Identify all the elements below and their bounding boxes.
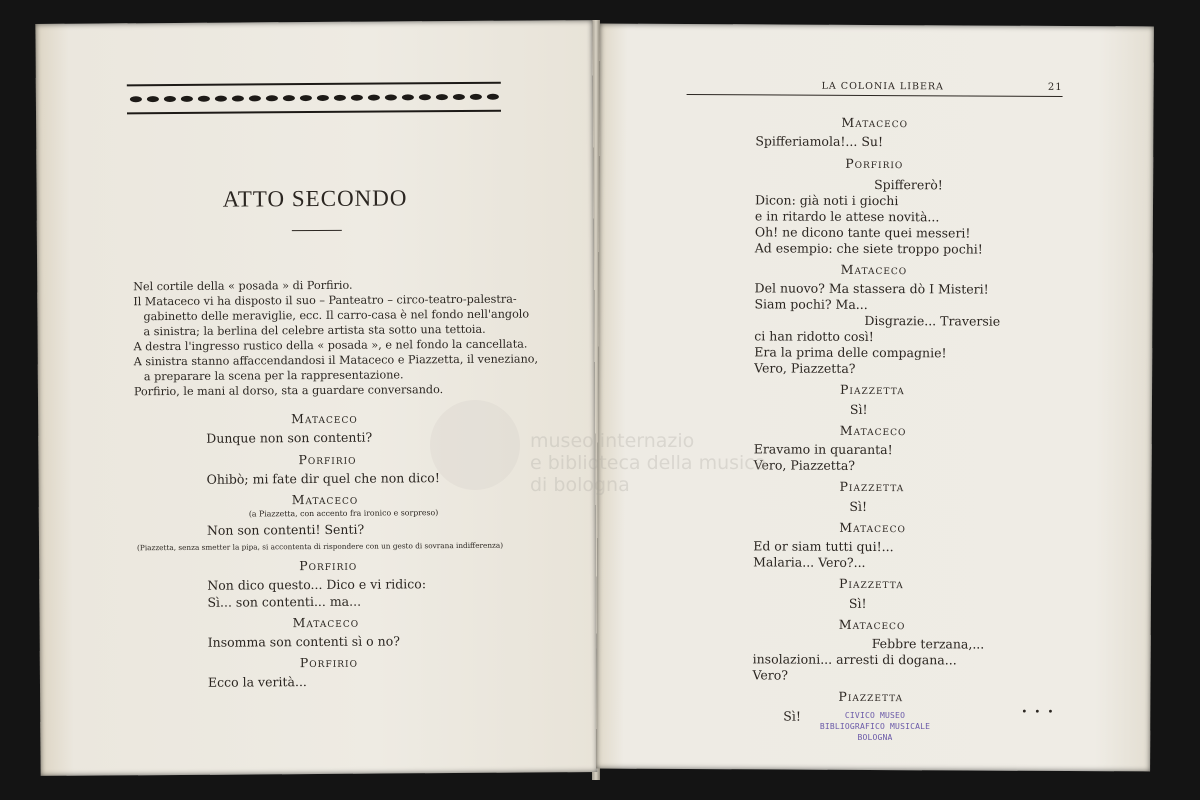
dialogue-line: Vero? (752, 667, 789, 683)
stamp-line: CIVICO MUSEO (844, 711, 906, 720)
stage-direction-line: Porfirio, le mani al dorso, sta a guardare conversando. (133, 383, 444, 399)
dialogue-line: Dicon: già noti i giochi (754, 192, 899, 209)
dialogue-line: Ohibò; mi fate dir quel che non dico! (206, 470, 440, 487)
watermark-logo (430, 400, 520, 490)
act-title: ATTO SECONDO (222, 185, 408, 212)
dialogue-line: Malaria... Vero?... (753, 554, 866, 570)
watermark (530, 430, 766, 496)
dialogue-line: Vero, Piazzetta? (753, 457, 856, 473)
dialogue-line: Siam pochi? Ma... (754, 296, 868, 312)
watermark-line: e biblioteca della musica (530, 452, 767, 474)
speaker-name: Piazzetta (839, 478, 905, 495)
dialogue-line: e in ritardo le attese novità... (754, 208, 940, 225)
continuation-mark: • • • (1021, 706, 1056, 718)
dialogue-line: Dunque non son contenti? (206, 429, 373, 446)
dialogue-line: Sì! (849, 498, 868, 514)
dialogue-line: Ed or siam tutti qui!... (753, 538, 894, 555)
dialogue-line: Sì! (849, 401, 868, 417)
speaker-name: Mataceco (292, 614, 360, 631)
stage-direction-inline: (a Piazzetta, con accento fra ironico e sorpreso) (248, 508, 439, 519)
right-page (596, 24, 1154, 772)
stage-direction-inline: (Piazzetta, senza smetter la pipa, si accontenta di rispondere con un gesto di sovrana indifferenza) (137, 540, 504, 553)
dialogue-line: Oh! ne dicono tante quei messeri! (754, 224, 971, 241)
library-stamp (815, 710, 935, 743)
stage-direction-line: A sinistra stanno affaccendandosi il Mataceco e Piazzetta, il veneziano, (133, 352, 539, 369)
dialogue-line: Sì... son contenti... ma... (207, 593, 362, 610)
left-page (35, 20, 597, 776)
speaker-name: Mataceco (291, 491, 359, 508)
speaker-name: Porfirio (298, 451, 357, 468)
watermark-line: di bologna (530, 474, 630, 496)
speaker-name: Mataceco (838, 616, 906, 633)
speaker-name: Mataceco (839, 422, 907, 439)
stage-directions (133, 276, 538, 399)
dialogue-line: Insomma son contenti sì o no? (207, 633, 400, 650)
speaker-name: Piazzetta (838, 688, 904, 705)
stage-direction-line: Nel cortile della « posada » di Porfirio. (133, 278, 353, 294)
stage-direction-line: a sinistra; la berlina del celebre artista sta sotto una tettoia. (143, 322, 486, 339)
dialogue-line: Febbre terzana,... (871, 635, 985, 652)
stamp-line: BOLOGNA (857, 733, 893, 742)
running-header (687, 80, 1063, 97)
dialogue-line: Vero, Piazzetta? (754, 360, 856, 376)
dialogue-line: Non dico questo... Dico e vi ridico: (207, 576, 427, 593)
speaker-name: Piazzetta (840, 381, 905, 398)
dialogue-line: Del nuovo? Ma stassera dò I Misteri! (754, 280, 989, 297)
dialogue-line: Sì! (783, 708, 801, 724)
dialogue-line: Spifferiamola!... Su! (755, 133, 884, 150)
dialogue-line: Non son contenti! Senti? (206, 521, 365, 538)
dialogue-line: Ecco la verità... (207, 674, 307, 690)
dialogue-line: Eravamo in quaranta! (753, 441, 893, 458)
speaker-name: Porfirio (299, 557, 358, 574)
dialogue-line: Sì! (848, 595, 867, 611)
stage-direction-line: gabinetto delle meraviglie, ecc. Il carro-casa è nel fondo nell'angolo (143, 307, 530, 324)
stage-direction-line: A destra l'ingresso rustico della « posada », e nel fondo la cancellata. (133, 337, 528, 354)
dialogue-line: insolazioni... arresti di dogana... (752, 651, 957, 668)
running-title: LA COLONIA LIBERA (821, 80, 944, 93)
stage-direction-line: a preparare la scena per la rappresentazione. (143, 368, 404, 384)
page-number: 21 (1047, 81, 1063, 93)
watermark-line: museo internazio (530, 430, 695, 452)
speaker-name: Porfirio (299, 654, 358, 671)
speaker-name: Piazzetta (838, 575, 904, 592)
title-rule (292, 230, 342, 231)
decorative-border (127, 82, 501, 115)
dialogue-line: ci han ridotto così! (754, 328, 874, 344)
dialogue-line: Spiffererò! (874, 176, 943, 193)
dialogue-line: Disgrazie... Traversie (864, 312, 1001, 329)
speaker-name: Mataceco (291, 410, 358, 427)
speaker-name: Mataceco (840, 261, 908, 278)
stamp-line: BIBLIOGRAFICO MUSICALE (819, 722, 931, 731)
speaker-name: Mataceco (839, 519, 906, 536)
speaker-name: Porfirio (845, 155, 904, 172)
stage-direction-line: Il Mataceco vi ha disposto il suo – Panteatro – circo-teatro-palestra- (133, 292, 517, 309)
dialogue-line: Ad esempio: che siete troppo pochi! (754, 240, 983, 257)
dialogue-line: Era la prima delle compagnie! (754, 344, 947, 361)
speaker-name: Mataceco (841, 114, 909, 131)
